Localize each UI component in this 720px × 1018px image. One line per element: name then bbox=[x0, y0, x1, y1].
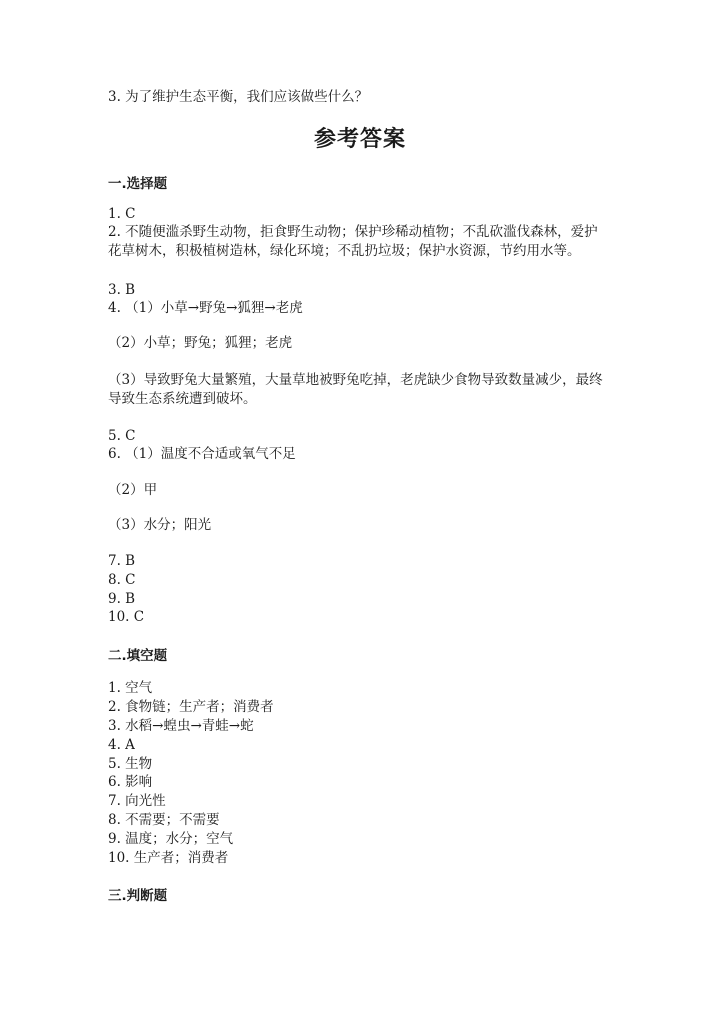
answer-item: 6. （1）温度不合适或氧气不足 bbox=[108, 446, 296, 462]
answer-item: 2. 不随便滥杀野生动物，拒食野生动物；保护珍稀动植物；不乱砍滥伐森林，爱护花草树木，积极植树造林，绿化环境；不乱扔垃圾；保护水资源，节约用水等。 bbox=[108, 224, 598, 259]
answer-item: 10. 生产者；消费者 bbox=[108, 850, 229, 866]
answer-item: 7. B bbox=[108, 553, 136, 569]
answer-item: 9. B bbox=[108, 591, 136, 607]
section-heading-judge: 三.判断题 bbox=[108, 888, 168, 904]
answer-item: （3）水分；阳光 bbox=[108, 517, 212, 533]
answer-item: 8. 不需要；不需要 bbox=[108, 812, 220, 828]
answer-item: 5. 生物 bbox=[108, 756, 153, 772]
answer-item: 3. 水稻→蝗虫→青蛙→蛇 bbox=[108, 718, 254, 734]
section-heading-choice: 一.选择题 bbox=[108, 176, 168, 192]
answer-item: 4. A bbox=[108, 737, 135, 753]
question-3: 3. 为了维护生态平衡，我们应该做些什么？ bbox=[108, 89, 369, 105]
answer-item: 3. B bbox=[108, 282, 136, 298]
answer-item: 1. C bbox=[108, 206, 136, 222]
answer-item: 5. C bbox=[108, 428, 136, 444]
answer-item: 2. 食物链；生产者；消费者 bbox=[108, 699, 274, 715]
answer-item: 4. （1）小草→野兔→狐狸→老虎 bbox=[108, 300, 303, 316]
answer-item: （3）导致野兔大量繁殖，大量草地被野兔吃掉，老虎缺少食物导致数量减少，最终导致生态系统遭到破坏。 bbox=[108, 372, 603, 407]
section-heading-fill: 二.填空题 bbox=[108, 648, 168, 664]
page-title: 参考答案 bbox=[313, 127, 406, 152]
answer-item: （2）甲 bbox=[108, 482, 158, 498]
answer-item: 7. 向光性 bbox=[108, 793, 166, 809]
answer-item: 8. C bbox=[108, 572, 136, 588]
answer-item: （2）小草；野兔；狐狸；老虎 bbox=[108, 335, 293, 351]
answer-item: 1. 空气 bbox=[108, 680, 153, 696]
answer-item: 9. 温度；水分；空气 bbox=[108, 831, 234, 847]
answer-item: 6. 影响 bbox=[108, 774, 153, 790]
answer-item: 10. C bbox=[108, 609, 145, 625]
